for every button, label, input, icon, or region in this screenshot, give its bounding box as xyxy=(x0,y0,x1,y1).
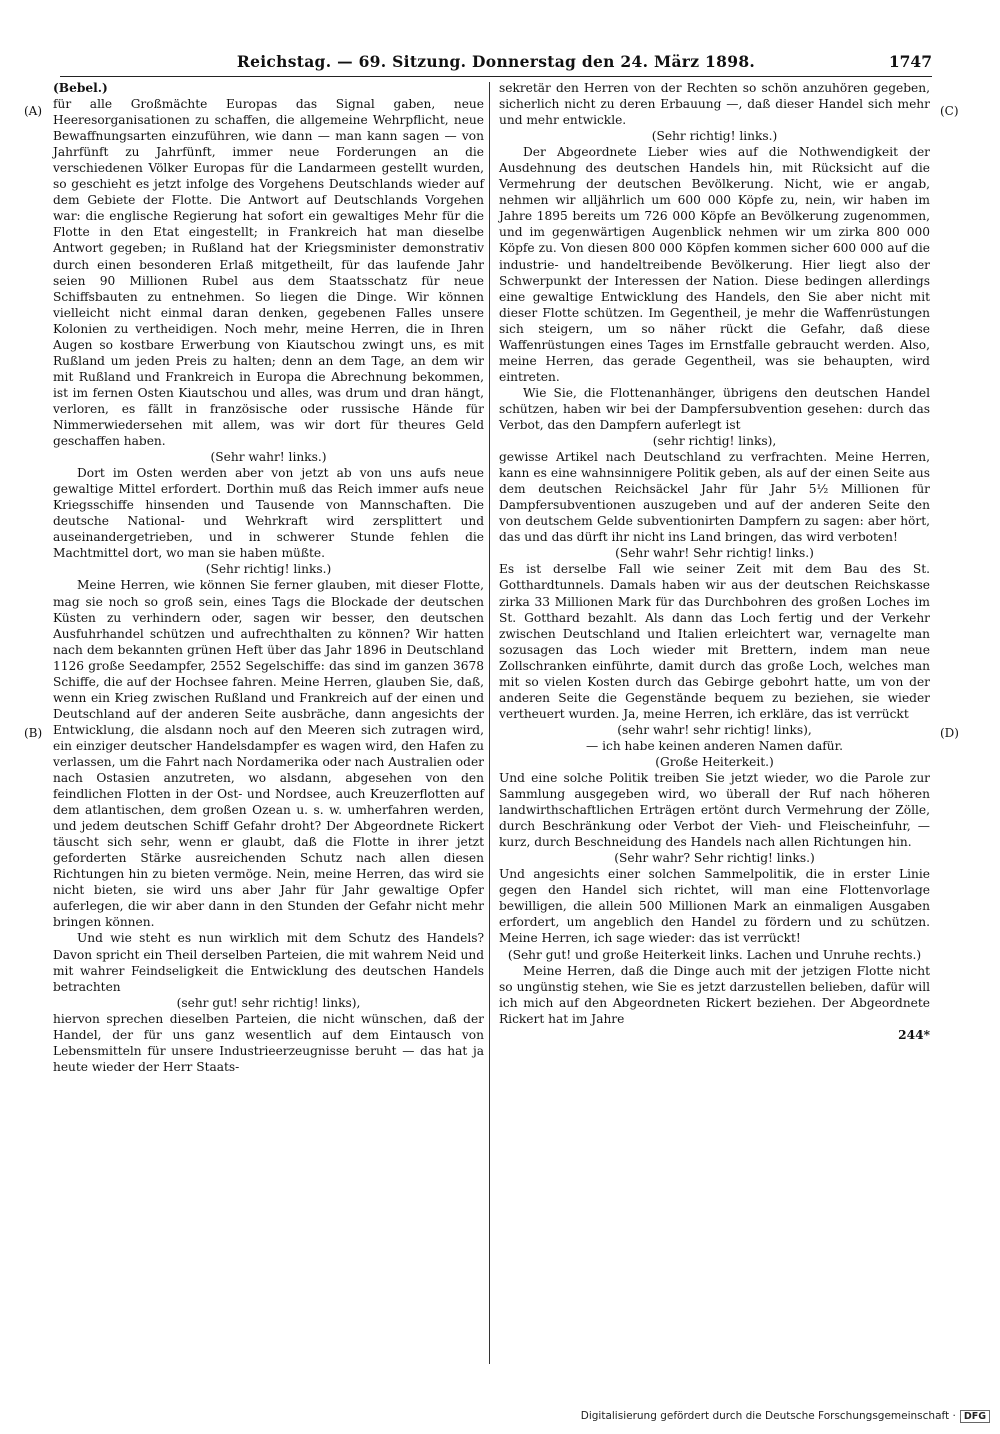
right-column xyxy=(499,80,930,1043)
interjection: (Sehr wahr! Sehr richtig! links.) xyxy=(615,546,814,561)
interjection: (Sehr richtig! links.) xyxy=(651,129,778,144)
left-column xyxy=(53,80,484,1075)
margin-marker-c: (C) xyxy=(940,104,959,118)
margin-marker-a: (A) xyxy=(24,104,43,118)
paragraph: für alle Großmächte Europas das Signal gaben, neue Heeresorganisationen zu schaffen, die allgemeine Wehrpflicht, neue Bewaffnungsarten einzuführen, wie dann — man kann sagen — von Jahrfünft zu Jahrfünft, immer neue Forderungen an die verschiedenen Völker Europas für die Landarmeen gestellt wurden, so geschieht es jetzt infolge des Vorgehens Deutschlands wieder auf dem Gebiete der Flotte. Die Antwort auf Deutschlands Vorgehen war: die englische Regierung hat sofort ein gewaltiges Mehr für die Flotte in den Etat eingestellt; in Frankreich hat man dieselbe Antwort gegeben; in Rußland hat der Kriegsminister demonstrativ durch einen besonderen Erlaß mitgetheilt, für das laufende Jahr seien 90 Millionen Rubel aus dem Staatsschatz für neue Schiffsbauten zu entnehmen. So liegen die Dinge. Wir können vielleicht nicht einmal daran denken, gegebenen Falles unsere Kolonien zu vertheidigen. Noch mehr, meine Herren, die in Ihren Augen so kostbare Erwerbung von Kiautschou zwingt uns, es mit Rußland um jeden Preis zu halten; denn an dem Tage, an dem wir mit Rußland und Frankreich in Europa die Abrechnung bekommen, ist im fernen Osten Kiautschou und alles, was drum und dran hängt, verloren, es fällt in französische oder russische Hände für Nimmerwiedersehen mit allem, was wir dort für theures Geld geschaffen haben. xyxy=(53,97,484,449)
margin-marker-d: (D) xyxy=(940,726,959,740)
footer-credit xyxy=(581,1410,990,1423)
column-divider xyxy=(489,82,490,1364)
speaker-name: (Bebel.) xyxy=(53,81,108,95)
paragraph: Meine Herren, wie können Sie ferner glauben, mit dieser Flotte, mag sie noch so groß sein, eines Tags die Blockade der deutschen Küsten zu verhindern oder, sagen wir besser, den deutschen Ausfuhrhandel schützen und aufrechthalten zu können? Wir hatten nach dem bekannten grünen Heft über das Jahr 1896 in Deutschland 1126 große Seedampfer, 2552 Segelschiffe: das sind im ganzen 3678 Schiffe, die auf der Hochsee fahren. Meine Herren, glauben Sie, daß, wenn ein Krieg zwischen Rußland und Frankreich auf der einen und Deutschland auf der anderen Seite ausbräche, dann angesichts der Entwicklung, die alsdann noch auf den Meeren sich zutragen wird, ein einziger deutscher Handelsdampfer es wagen wird, den Hafen zu verlassen, um die Fahrt nach Nordamerika oder nach Australien oder nach Ostasien anzutreten, wo alsdann, abgesehen von den feindlichen Flotten in der Ost- und Nordsee, auch Kreuzerflotten auf dem atlantischen, dem großen Ozean u. s. w. umherfahren werden, und jedem deutschen Schiff Gefahr droht? Der Abgeordnete Rickert täuscht sich sehr, wenn er glaubt, daß die Flotte in ihrer jetzt geforderten Stärke ausreichenden Schutz nach allen diesen Richtungen hin zu bieten vermöge. Nein, meine Herren, das wird sie nicht bieten, sie wird uns aber Jahr für Jahr gewaltige Opfer auferlegen, die wir aber dann in den Stunden der Gefahr nicht mehr bringen können. xyxy=(53,578,484,930)
interjection: (sehr wahr! sehr richtig! links), xyxy=(617,722,812,737)
header-title: Reichstag. — 69. Sitzung. Donnerstag den 24. März 1898. xyxy=(236,52,756,71)
footer-text: Digitalisierung gefördert durch die Deutsche Forschungsgemeinschaft · xyxy=(580,1410,956,1422)
interjection: — ich habe keinen anderen Namen dafür. xyxy=(586,738,843,753)
paragraph: Und angesichts einer solchen Sammelpolitik, die in erster Linie gegen den Handel sich richtet, will man eine Flottenvorlage bewilligen, die allein 500 Millionen Mark an einmaligen Ausgaben erfordert, um angeblich den Handel zu fördern und zu schützen. Meine Herren, ich sage wieder: das ist verrückt! xyxy=(499,867,930,946)
paragraph: gewisse Artikel nach Deutschland zu verfrachten. Meine Herren, kann es eine wahnsinnigere Politik geben, als auf der einen Seite aus dem deutschen Reichsäckel Jahr für Jahr 5½ Millionen für Dampfersubventionen auszugeben und auf der anderen Seite den von deutschem Gelde subventionirten Dampfern zu sagen: aber hört, das und das dürft ihr nicht ins Land bringen, das wird verboten! xyxy=(499,450,930,545)
interjection: (sehr gut! sehr richtig! links), xyxy=(176,995,361,1010)
interjection: (sehr richtig! links), xyxy=(652,434,777,449)
page-number: 1747 xyxy=(888,52,932,71)
interjection: (Sehr richtig! links.) xyxy=(205,562,332,577)
interjection: (Sehr wahr! links.) xyxy=(210,450,327,465)
paragraph: Wie Sie, die Flottenanhänger, übrigens den deutschen Handel schützen, haben wir bei der Dampfersubvention gesehen: durch das Verbot, das den Dampfern auferlegt ist xyxy=(499,385,930,432)
paragraph: Meine Herren, daß die Dinge auch mit der jetzigen Flotte nicht so ungünstig stehen, wie Sie es jetzt darzustellen belieben, dafür will ich mich auf den Abgeordneten Rickert beziehen. Der Abgeordnete Rickert hat im Jahre xyxy=(499,963,930,1026)
dfg-logo: DFG xyxy=(960,1410,990,1423)
interjection: (Sehr gut! und große Heiterkeit links. Lachen und Unruhe rechts.) xyxy=(507,947,922,962)
page-header xyxy=(60,52,932,74)
paragraph: Und wie steht es nun wirklich mit dem Schutz des Handels? Davon spricht ein Theil derselben Parteien, die mit wahrem Neid und mit wahrer Feindseligkeit die Entwicklung des deutschen Handels betrachten xyxy=(53,931,484,994)
paragraph: Der Abgeordnete Lieber wies auf die Nothwendigkeit der Ausdehnung des deutschen Handels hin, mit Rücksicht auf die Vermehrung der deutschen Bevölkerung. Nicht, wie er angab, nehmen wir alljährlich um 600 000 Köpfe zu, nein, wir haben im Jahre 1895 bereits um 726 000 Köpfe an Bevölkerung zugenommen, und im gegenwärtigen Augenblick nehmen wir um zirka 800 000 Köpfe zu. Von diesen 800 000 Köpfen kommen sicher 600 000 auf die industrie- und handeltreibende Bevölkerung. Hier liegt also der Schwerpunkt der Interessen der Nation. Diese bedingen allerdings eine gewaltige Entwicklung des Handels, den Sie aber nicht mit dieser Flotte schützen. Im Gegentheil, je mehr die Waffenrüstungen sich steigern, um so näher rückt die Gefahr, daß diese Waffenrüstungen eines Tages im Ernstfalle gebraucht werden. Also, meine Herren, das gerade Gegentheil, was sie behaupten, wird eintreten. xyxy=(499,145,930,384)
paragraph: sekretär den Herren von der Rechten so schön anzuhören gegeben, sicherlich nicht zu deren Erbauung —, daß dieser Handel sich mehr und mehr entwickle. xyxy=(499,81,930,128)
sheet-signature: 244* xyxy=(898,1027,930,1042)
header-rule xyxy=(60,76,932,77)
paragraph: Dort im Osten werden aber von jetzt ab von uns aufs neue gewaltige Mittel erfordert. Dorthin muß das Reich immer aufs neue Kriegsschiffe hinsenden und Tausende von Mannschaften. Die deutsche National- und Wehrkraft wird zersplittert und auseinandergetrieben, und in schwerer Stunde fehlen die Machtmittel dort, wo man sie haben müßte. xyxy=(53,466,484,561)
interjection: (Große Heiterkeit.) xyxy=(655,754,774,769)
paragraph: Es ist derselbe Fall wie seiner Zeit mit dem Bau des St. Gotthardtunnels. Damals haben wir aus der deutschen Reichskasse zirka 33 Millionen Mark für das Durchbohren des großen Loches im St. Gotthard bezahlt. Als dann das Loch fertig und der Verkehr zwischen Deutschland und Italien erleichtert war, vernagelte man sozusagen das Loch wieder mit Brettern, indem man neue Zollschranken einführte, damit durch das große Loch, welches man mit so vielen Kosten durch das Gebirge gebohrt hatte, um von der anderen Seite die Gegenstände bequem zu beziehen, sie wieder vertheuert wurden. Ja, meine Herren, ich erkläre, das ist verrückt xyxy=(499,562,930,721)
paragraph: Und eine solche Politik treiben Sie jetzt wieder, wo die Parole zur Sammlung ausgegeben wird, wo überall der Ruf nach höheren landwirthschaftlichen Erträgen ertönt durch Vermehrung der Zölle, durch Beschränkung oder Verbot der Vieh- und Fleischeinfuhr, — kurz, durch Beschneidung des Handels nach allen Richtungen hin. xyxy=(499,771,930,850)
paragraph: hiervon sprechen dieselben Parteien, die nicht wünschen, daß der Handel, der für uns ganz wesentlich auf dem Eintausch von Lebensmitteln für unsere Industrieerzeugnisse beruht — das hat ja heute wieder der Herr Staats- xyxy=(53,1011,484,1074)
interjection: (Sehr wahr? Sehr richtig! links.) xyxy=(614,851,815,866)
margin-marker-b: (B) xyxy=(24,726,43,740)
